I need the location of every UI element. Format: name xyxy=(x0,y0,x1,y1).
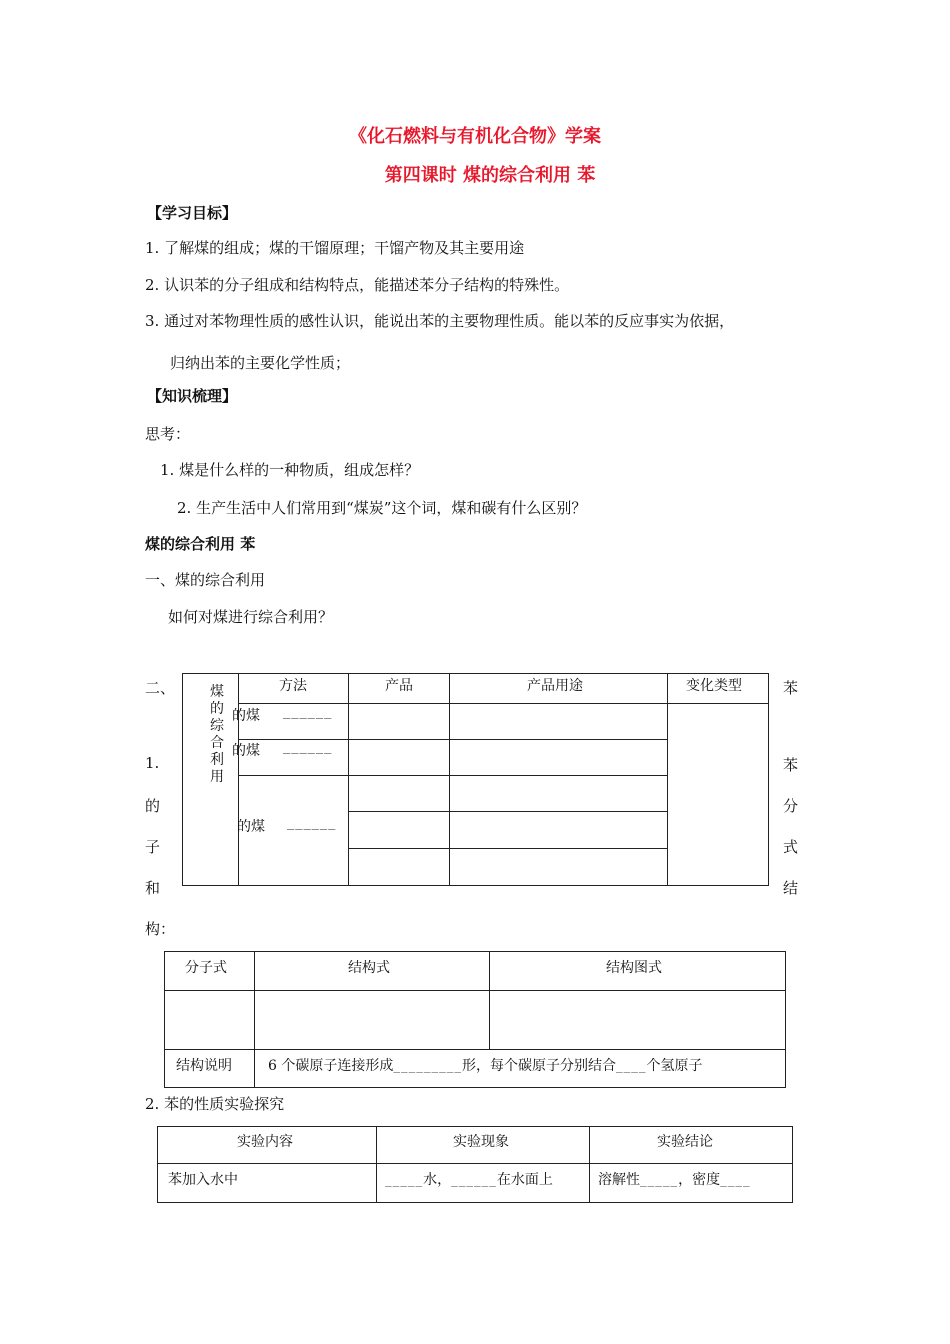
table-line xyxy=(348,848,667,849)
table-line xyxy=(164,1049,786,1050)
experiment-content: 苯加入水中 xyxy=(168,1172,238,1188)
table-line xyxy=(667,673,668,886)
section-heading: 煤的综合利用 苯 xyxy=(145,535,256,553)
blank-field: ______ xyxy=(451,1174,497,1187)
header-formula: 分子式 xyxy=(185,960,227,976)
blank-field: ______ xyxy=(283,705,333,719)
header-structure-diagram: 结构图式 xyxy=(606,960,662,976)
table-line xyxy=(589,1126,590,1203)
header-product: 产品 xyxy=(385,678,413,694)
row-label: 结构说明 xyxy=(176,1058,232,1074)
table-line xyxy=(449,673,450,886)
side-text: 苯 xyxy=(783,756,799,774)
side-text: 1. xyxy=(145,754,160,772)
blank-field: ____ xyxy=(720,1174,751,1187)
row-prefix: 的煤 xyxy=(232,708,260,724)
table-line xyxy=(164,990,786,991)
objective-item: 1. 了解煤的组成；煤的干馏原理；干馏产物及其主要用途 xyxy=(145,239,525,257)
table-line xyxy=(489,951,490,1049)
table-line xyxy=(238,703,769,704)
side-text: 分 xyxy=(783,797,799,815)
blank-field: ______ xyxy=(283,740,333,754)
knowledge-heading: 【知识梳理】 xyxy=(147,387,238,405)
side-text: 的 xyxy=(145,797,161,815)
experiment-conclusion xyxy=(598,1169,751,1189)
blank-field: ____ xyxy=(615,1060,647,1073)
vertical-label: 煤的综合利用 xyxy=(210,684,224,785)
experiment-phenomenon xyxy=(385,1169,553,1189)
table-line xyxy=(238,775,667,776)
side-text: 式 xyxy=(783,838,799,856)
objectives-heading: 【学习目标】 xyxy=(147,204,238,222)
desc-text: 6 个碳原子连接形成 xyxy=(268,1058,394,1074)
structure-description xyxy=(268,1055,702,1075)
side-text: 苯 xyxy=(783,679,799,697)
blank-field: _____ xyxy=(385,1174,424,1187)
blank-field: ______ xyxy=(287,816,337,830)
question-1: 1. 煤是什么样的一种物质，组成怎样？ xyxy=(160,461,420,479)
phenomenon-text: 水， xyxy=(423,1172,452,1188)
objective-item: 2. 认识苯的分子组成和结构特点，能描述苯分子结构的特殊性。 xyxy=(145,276,570,294)
blank-field: _________ xyxy=(393,1060,462,1073)
think-label: 思考： xyxy=(145,425,191,443)
part-1-question: 如何对煤进行综合利用？ xyxy=(168,608,334,626)
row-prefix: 的煤 xyxy=(232,743,260,759)
header-structural-formula: 结构式 xyxy=(348,960,390,976)
page-title: 《化石燃料与有机化合物》学案 xyxy=(349,126,601,147)
table-line xyxy=(254,951,255,1088)
side-text: 和 xyxy=(145,879,161,897)
table-line xyxy=(348,811,667,812)
question-2: 2. 生产生活中人们常用到“煤炭”这个词，煤和碳有什么区别？ xyxy=(177,499,587,517)
side-text: 子 xyxy=(145,838,161,856)
header-conclusion: 实验结论 xyxy=(657,1134,713,1150)
conclusion-text: ，密度 xyxy=(678,1172,721,1188)
row-prefix: 的煤 xyxy=(237,819,265,835)
objective-item: 3. 通过对苯物理性质的感性认识，能说出苯的主要物理性质。能以苯的反应事实为依据， xyxy=(145,312,735,330)
header-phenomenon: 实验现象 xyxy=(453,1134,509,1150)
header-change-type: 变化类型 xyxy=(686,678,742,694)
part-1-heading: 一、煤的综合利用 xyxy=(145,571,266,589)
blank-field: _____ xyxy=(640,1174,679,1187)
header-method: 方法 xyxy=(279,678,307,694)
table-line xyxy=(157,1163,793,1164)
objective-item: 归纳出苯的主要化学性质； xyxy=(170,354,351,372)
experiment-heading: 2. 苯的性质实验探究 xyxy=(145,1095,285,1113)
conclusion-text: 溶解性 xyxy=(598,1172,640,1188)
coal-table-border xyxy=(182,673,769,886)
side-text: 构： xyxy=(145,920,176,938)
side-text: 二、 xyxy=(145,679,176,697)
header-content: 实验内容 xyxy=(237,1134,293,1150)
header-usage: 产品用途 xyxy=(527,678,583,694)
table-line xyxy=(376,1126,377,1203)
desc-text: 形，每个碳原子分别结合 xyxy=(461,1058,616,1074)
table-line xyxy=(348,673,349,886)
phenomenon-text: 在水面上 xyxy=(496,1172,553,1188)
desc-text: 个氢原子 xyxy=(646,1058,703,1074)
page-subtitle: 第四课时 煤的综合利用 苯 xyxy=(384,165,596,186)
side-text: 结 xyxy=(783,879,799,897)
